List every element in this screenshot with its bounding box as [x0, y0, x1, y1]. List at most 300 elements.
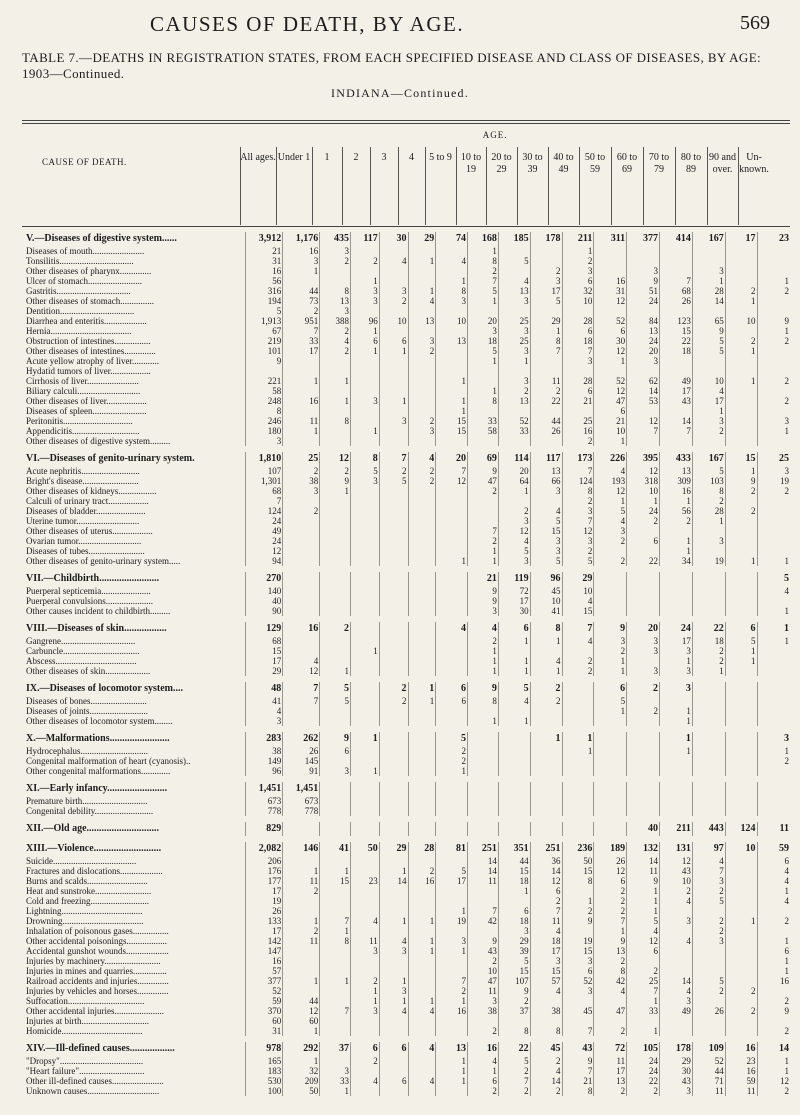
- cell-a40-49: [562, 782, 594, 796]
- cell-a50-59: [594, 822, 627, 836]
- table-row: [22, 346, 790, 356]
- cell-a10-19: 1: [468, 556, 499, 566]
- cell-a80-89: 1: [692, 406, 725, 416]
- cause-name: Premature birth.............................: [26, 796, 148, 806]
- cell-a70-79: 34: [660, 556, 693, 566]
- section-row: [22, 732, 790, 746]
- cell-a30-39: [530, 782, 562, 796]
- cell-a3: [379, 782, 408, 796]
- table-row: [22, 396, 790, 406]
- cell-all-ages: 778: [246, 806, 283, 816]
- cell-a4: 4: [408, 1042, 436, 1056]
- cell-a50-59: 2: [594, 536, 627, 546]
- column-header-a10-19: 10 to 19: [460, 152, 482, 175]
- cell-a80-89: 19: [692, 556, 725, 566]
- cell-a60-69: 3: [627, 266, 660, 276]
- cell-a70-79: 1: [660, 496, 693, 506]
- cell-unknown: [757, 906, 790, 916]
- cause-name: Suicide.....................................: [26, 856, 137, 866]
- cell-a30-39: 10: [530, 596, 562, 606]
- table-row: [22, 706, 790, 716]
- cell-a60-69: 84: [627, 316, 660, 326]
- cell-a80-89: 26: [692, 1006, 725, 1016]
- cell-a10-19: 2: [468, 486, 499, 496]
- cell-a4: [408, 406, 436, 416]
- cell-a10-19: 2: [468, 636, 499, 646]
- cell-a1: [320, 636, 351, 646]
- cell-under1: 292: [283, 1042, 320, 1056]
- cell-a10-19: 1: [468, 646, 499, 656]
- table-row: [22, 596, 790, 606]
- cell-a30-39: [530, 366, 562, 376]
- cell-unknown: 23: [757, 232, 790, 246]
- cell-a70-79: 1: [660, 536, 693, 546]
- cell-unknown: 1: [757, 622, 790, 636]
- cell-a20-29: 1: [498, 666, 530, 676]
- cell-a1: 1: [320, 376, 351, 386]
- cell-a70-79: 49: [660, 1006, 693, 1016]
- table-row: [22, 1076, 790, 1086]
- cell-under1: 145: [283, 756, 320, 766]
- cell-a40-49: [562, 306, 594, 316]
- cell-a70-79: 123: [660, 316, 693, 326]
- cell-a1: 8: [320, 286, 351, 296]
- cell-a10-19: [468, 306, 499, 316]
- cell-a3: 2: [379, 696, 408, 706]
- cell-a3: [379, 436, 408, 446]
- cell-a1: [320, 656, 351, 666]
- cell-a2: [351, 886, 380, 896]
- cell-a90-over: [725, 246, 757, 256]
- table-row: [22, 406, 790, 416]
- cell-a40-49: 12: [562, 526, 594, 536]
- cell-a50-59: 2: [594, 956, 627, 966]
- cell-a40-49: [562, 1016, 594, 1026]
- cell-under1: 7: [283, 682, 320, 696]
- table-row: [22, 996, 790, 1006]
- cell-all-ages: 7: [246, 496, 283, 506]
- cell-under1: 44: [283, 286, 320, 296]
- cell-a2: [351, 1026, 380, 1036]
- cell-a3: [379, 496, 408, 506]
- page-title: CAUSES OF DEATH, BY AGE.: [150, 12, 465, 36]
- cell-a2: [351, 246, 380, 256]
- cell-a3: [379, 732, 408, 746]
- cell-a90-over: [725, 766, 757, 776]
- cell-all-ages: 26: [246, 906, 283, 916]
- table-row: [22, 766, 790, 776]
- cell-a90-over: 9: [725, 476, 757, 486]
- cell-a70-79: [660, 796, 693, 806]
- cell-all-ages: 142: [246, 936, 283, 946]
- cell-a2: [351, 436, 380, 446]
- cell-a4: 4: [408, 296, 436, 306]
- cell-a80-89: [692, 586, 725, 596]
- cell-a60-69: [627, 436, 660, 446]
- table-row: [22, 856, 790, 866]
- cell-a60-69: 2: [627, 516, 660, 526]
- cell-a20-29: 1: [498, 656, 530, 666]
- cell-a70-79: 211: [660, 822, 693, 836]
- cell-a40-49: [562, 696, 594, 706]
- cell-a40-49: 16: [562, 426, 594, 436]
- cell-a50-59: [594, 756, 627, 766]
- cell-unknown: 4: [757, 896, 790, 906]
- cell-a60-69: 12: [627, 466, 660, 476]
- cell-a40-49: 2: [562, 666, 594, 676]
- cell-a4: [408, 556, 436, 566]
- cause-name: Injuries at birth..............................: [26, 1016, 149, 1026]
- table-row: [22, 586, 790, 596]
- cell-unknown: 2: [757, 996, 790, 1006]
- cell-a3: 3: [379, 286, 408, 296]
- cell-a60-69: [627, 696, 660, 706]
- cell-a3: 2: [379, 682, 408, 696]
- cell-a1: 13: [320, 296, 351, 306]
- cell-under1: 33: [283, 336, 320, 346]
- cell-a80-89: 10: [692, 376, 725, 386]
- cell-a70-79: 29: [660, 1056, 693, 1066]
- page-number: 569: [740, 12, 770, 34]
- cell-a80-89: 44: [692, 1066, 725, 1076]
- cell-a60-69: 2: [627, 966, 660, 976]
- cell-under1: 16: [283, 622, 320, 636]
- cell-a5-9: [436, 896, 468, 906]
- cell-a70-79: [660, 606, 693, 616]
- cause-name: Injuries by machinery.........................: [26, 956, 161, 966]
- cell-a10-19: 251: [468, 842, 499, 856]
- cell-a90-over: [725, 526, 757, 536]
- cell-a1: [320, 1056, 351, 1066]
- cell-a50-59: 9: [594, 936, 627, 946]
- cell-a90-over: [725, 596, 757, 606]
- cause-name: Diseases of spleen........................: [26, 406, 147, 416]
- cell-a2: 3: [351, 396, 380, 406]
- cell-a90-over: 1: [725, 346, 757, 356]
- cell-a20-29: 1: [498, 886, 530, 896]
- cell-a50-59: 31: [594, 286, 627, 296]
- cell-a2: [351, 416, 380, 426]
- cell-a4: 1: [408, 696, 436, 706]
- cell-a30-39: 1: [530, 636, 562, 646]
- cell-a4: [408, 1016, 436, 1026]
- cell-a30-39: 7: [530, 906, 562, 916]
- cell-a70-79: 18: [660, 346, 693, 356]
- cell-a20-29: 5: [498, 956, 530, 966]
- cell-a60-69: 62: [627, 376, 660, 386]
- cell-a70-79: [660, 406, 693, 416]
- cell-under1: 209: [283, 1076, 320, 1086]
- cell-a70-79: [660, 246, 693, 256]
- column-header-a90-over: 90 and over.: [709, 152, 736, 175]
- cell-under1: 11: [283, 876, 320, 886]
- table-row: [22, 376, 790, 386]
- cell-a5-9: 5: [436, 732, 468, 746]
- cell-a70-79: 1: [660, 746, 693, 756]
- cell-a60-69: 20: [627, 622, 660, 636]
- cell-a2: [351, 956, 380, 966]
- cell-a5-9: 3: [436, 936, 468, 946]
- cell-a5-9: [436, 1016, 468, 1026]
- cause-name: Cirrhosis of liver.......................: [26, 376, 139, 386]
- cell-a40-49: 45: [562, 1006, 594, 1016]
- table-row: [22, 476, 790, 486]
- cell-a30-39: [530, 1016, 562, 1026]
- cell-all-ages: 31: [246, 1026, 283, 1036]
- cell-a40-49: 6: [562, 966, 594, 976]
- cell-a40-49: 28: [562, 316, 594, 326]
- cell-a5-9: 2: [436, 756, 468, 766]
- cell-a10-19: 8: [468, 696, 499, 706]
- cell-a1: [320, 856, 351, 866]
- cell-a4: [408, 716, 436, 726]
- column-header-a30-39: 30 to 39: [522, 152, 543, 175]
- cell-a5-9: [436, 1086, 468, 1096]
- cell-a2: [351, 856, 380, 866]
- cell-a60-69: 3: [627, 646, 660, 656]
- cell-a5-9: [436, 306, 468, 316]
- cell-a4: 2: [408, 866, 436, 876]
- cell-a10-19: 4: [468, 1056, 499, 1066]
- cause-name: Other ill-defined causes.......................: [26, 1076, 164, 1086]
- cell-a90-over: [725, 926, 757, 936]
- cell-all-ages: 1,301: [246, 476, 283, 486]
- cell-a90-over: [725, 436, 757, 446]
- cell-a20-29: 39: [498, 946, 530, 956]
- cell-a70-79: 26: [660, 296, 693, 306]
- cell-a60-69: 1: [627, 496, 660, 506]
- cell-a50-59: [594, 716, 627, 726]
- cell-a1: [320, 886, 351, 896]
- cell-a80-89: [692, 256, 725, 266]
- table-row: [22, 1006, 790, 1016]
- cell-unknown: 3: [757, 416, 790, 426]
- column-header-a80-89: 80 to 89: [680, 152, 702, 175]
- cell-a10-19: 3: [468, 326, 499, 336]
- cell-a2: [351, 586, 380, 596]
- cell-a90-over: [725, 276, 757, 286]
- cell-a1: 2: [320, 622, 351, 636]
- cell-a40-49: [562, 366, 594, 376]
- cell-a30-39: [530, 306, 562, 316]
- cell-a1: [320, 706, 351, 716]
- cell-a1: [320, 386, 351, 396]
- cell-a5-9: [436, 886, 468, 896]
- cell-unknown: 6: [757, 856, 790, 866]
- cell-a90-over: [725, 666, 757, 676]
- cell-a80-89: [692, 1016, 725, 1026]
- cell-a20-29: 3: [498, 556, 530, 566]
- cell-a10-19: 43: [468, 946, 499, 956]
- cell-a5-9: [436, 782, 468, 796]
- cell-a80-89: 103: [692, 476, 725, 486]
- cell-a3: 5: [379, 476, 408, 486]
- cell-a40-49: 7: [562, 1066, 594, 1076]
- cell-a1: [320, 782, 351, 796]
- cell-a10-19: 1: [468, 296, 499, 306]
- cause-name: Homicide....................................: [26, 1026, 143, 1036]
- cell-a70-79: 1: [660, 716, 693, 726]
- table-row: [22, 296, 790, 306]
- cell-a30-39: [530, 756, 562, 766]
- cell-a20-29: 72: [498, 586, 530, 596]
- cell-a10-19: 1: [468, 666, 499, 676]
- cause-name: Puerperal convulsions.....................: [26, 596, 153, 606]
- cell-unknown: 5: [757, 572, 790, 586]
- cell-a90-over: [725, 416, 757, 426]
- cell-a5-9: [436, 266, 468, 276]
- cell-under1: [283, 906, 320, 916]
- cell-a5-9: 13: [436, 1042, 468, 1056]
- cell-all-ages: 978: [246, 1042, 283, 1056]
- section-row: [22, 782, 790, 796]
- cell-a80-89: [692, 306, 725, 316]
- cell-all-ages: 12: [246, 546, 283, 556]
- cell-a90-over: 16: [725, 1066, 757, 1076]
- cell-a4: [408, 496, 436, 506]
- cell-a40-49: 21: [562, 396, 594, 406]
- cell-a20-29: 20: [498, 466, 530, 476]
- cell-a20-29: 1: [498, 486, 530, 496]
- cell-unknown: 1: [757, 1066, 790, 1076]
- cell-under1: 38: [283, 476, 320, 486]
- cell-a4: [408, 356, 436, 366]
- cell-a1: 388: [320, 316, 351, 326]
- cell-unknown: [757, 296, 790, 306]
- cell-all-ages: 16: [246, 956, 283, 966]
- cell-a60-69: 14: [627, 856, 660, 866]
- cell-a2: 1: [351, 326, 380, 336]
- cell-a70-79: 7: [660, 426, 693, 436]
- cell-a3: [379, 1066, 408, 1076]
- cell-a60-69: 1: [627, 1026, 660, 1036]
- cell-a3: [379, 896, 408, 906]
- cell-a90-over: 11: [725, 1086, 757, 1096]
- cell-a50-59: 4: [594, 986, 627, 996]
- cell-a40-49: 2: [562, 496, 594, 506]
- cell-a20-29: 2: [498, 996, 530, 1006]
- cell-a10-19: 47: [468, 976, 499, 986]
- cell-a3: 6: [379, 1076, 408, 1086]
- cell-a5-9: 19: [436, 916, 468, 926]
- cell-a10-19: 47: [468, 476, 499, 486]
- cell-a2: [351, 746, 380, 756]
- cell-unknown: [757, 306, 790, 316]
- cell-under1: [283, 276, 320, 286]
- cell-a80-89: 443: [692, 822, 725, 836]
- cell-a40-49: 1: [562, 896, 594, 906]
- cell-a4: [408, 966, 436, 976]
- cell-a80-89: [692, 746, 725, 756]
- cause-name: "Dropsy".....................................: [26, 1056, 144, 1066]
- table-row: [22, 1066, 790, 1076]
- cell-a3: [379, 586, 408, 596]
- cell-a50-59: [594, 766, 627, 776]
- cell-a50-59: 30: [594, 336, 627, 346]
- cell-a40-49: 7: [562, 622, 594, 636]
- cell-a50-59: [594, 306, 627, 316]
- cell-a90-over: 1: [725, 656, 757, 666]
- cell-a70-79: 14: [660, 976, 693, 986]
- cell-a30-39: [530, 822, 562, 836]
- cell-a70-79: 17: [660, 636, 693, 646]
- cell-a50-59: [594, 606, 627, 616]
- cell-a90-over: 1: [725, 376, 757, 386]
- cell-a4: [408, 546, 436, 556]
- cell-a1: [320, 356, 351, 366]
- cause-name: Other diseases of pharynx..............: [26, 266, 152, 276]
- table-row: [22, 756, 790, 766]
- cell-a10-19: 2: [468, 1026, 499, 1036]
- cell-a5-9: [436, 586, 468, 596]
- table-row: [22, 416, 790, 426]
- cell-a20-29: [498, 496, 530, 506]
- cell-a20-29: [498, 1016, 530, 1026]
- cell-a50-59: 189: [594, 842, 627, 856]
- cell-a70-79: [660, 1016, 693, 1026]
- cause-name: Other accidental poisonings..................: [26, 936, 167, 946]
- cell-a20-29: 351: [498, 842, 530, 856]
- cell-a90-over: [725, 782, 757, 796]
- cell-a10-19: 9: [468, 466, 499, 476]
- cell-a80-89: [692, 436, 725, 446]
- cell-a3: 6: [379, 336, 408, 346]
- cell-unknown: 2: [757, 1086, 790, 1096]
- cell-a50-59: 2: [594, 886, 627, 896]
- cell-a20-29: 44: [498, 856, 530, 866]
- cell-a80-89: 5: [692, 346, 725, 356]
- cell-a60-69: 1: [627, 886, 660, 896]
- cell-a70-79: [660, 266, 693, 276]
- cell-a30-39: 14: [530, 1076, 562, 1086]
- cell-all-ages: 49: [246, 526, 283, 536]
- cell-a60-69: 9: [627, 876, 660, 886]
- cell-a50-59: [594, 246, 627, 256]
- cause-name: Ovarian tumor............................: [26, 536, 142, 546]
- cell-a20-29: 18: [498, 876, 530, 886]
- cell-a1: [320, 556, 351, 566]
- cell-a10-19: 1: [468, 656, 499, 666]
- cause-name: Other diseases of liver..................: [26, 396, 147, 406]
- cell-a70-79: 1: [660, 656, 693, 666]
- cell-a90-over: [725, 946, 757, 956]
- table-row: [22, 896, 790, 906]
- cell-a10-19: 10: [468, 966, 499, 976]
- cell-a40-49: 15: [562, 946, 594, 956]
- cell-a2: 3: [351, 946, 380, 956]
- cell-unknown: 6: [757, 946, 790, 956]
- cell-a4: 1: [408, 936, 436, 946]
- table-row: [22, 306, 790, 316]
- cell-a1: [320, 506, 351, 516]
- cell-a60-69: 1: [627, 996, 660, 1006]
- cell-unknown: [757, 496, 790, 506]
- cell-a10-19: 3: [468, 606, 499, 616]
- cell-unknown: [757, 366, 790, 376]
- cell-under1: 2: [283, 306, 320, 316]
- cell-a5-9: [436, 436, 468, 446]
- cell-a10-19: [468, 746, 499, 756]
- table-row: [22, 936, 790, 946]
- cell-a20-29: 2: [498, 1066, 530, 1076]
- cell-a20-29: [498, 746, 530, 756]
- cell-a4: [408, 396, 436, 406]
- cell-a10-19: 8: [468, 256, 499, 266]
- cell-a10-19: [468, 796, 499, 806]
- cell-a5-9: 3: [436, 296, 468, 306]
- cell-a90-over: [725, 966, 757, 976]
- cause-name: Hernia....................................: [26, 326, 132, 336]
